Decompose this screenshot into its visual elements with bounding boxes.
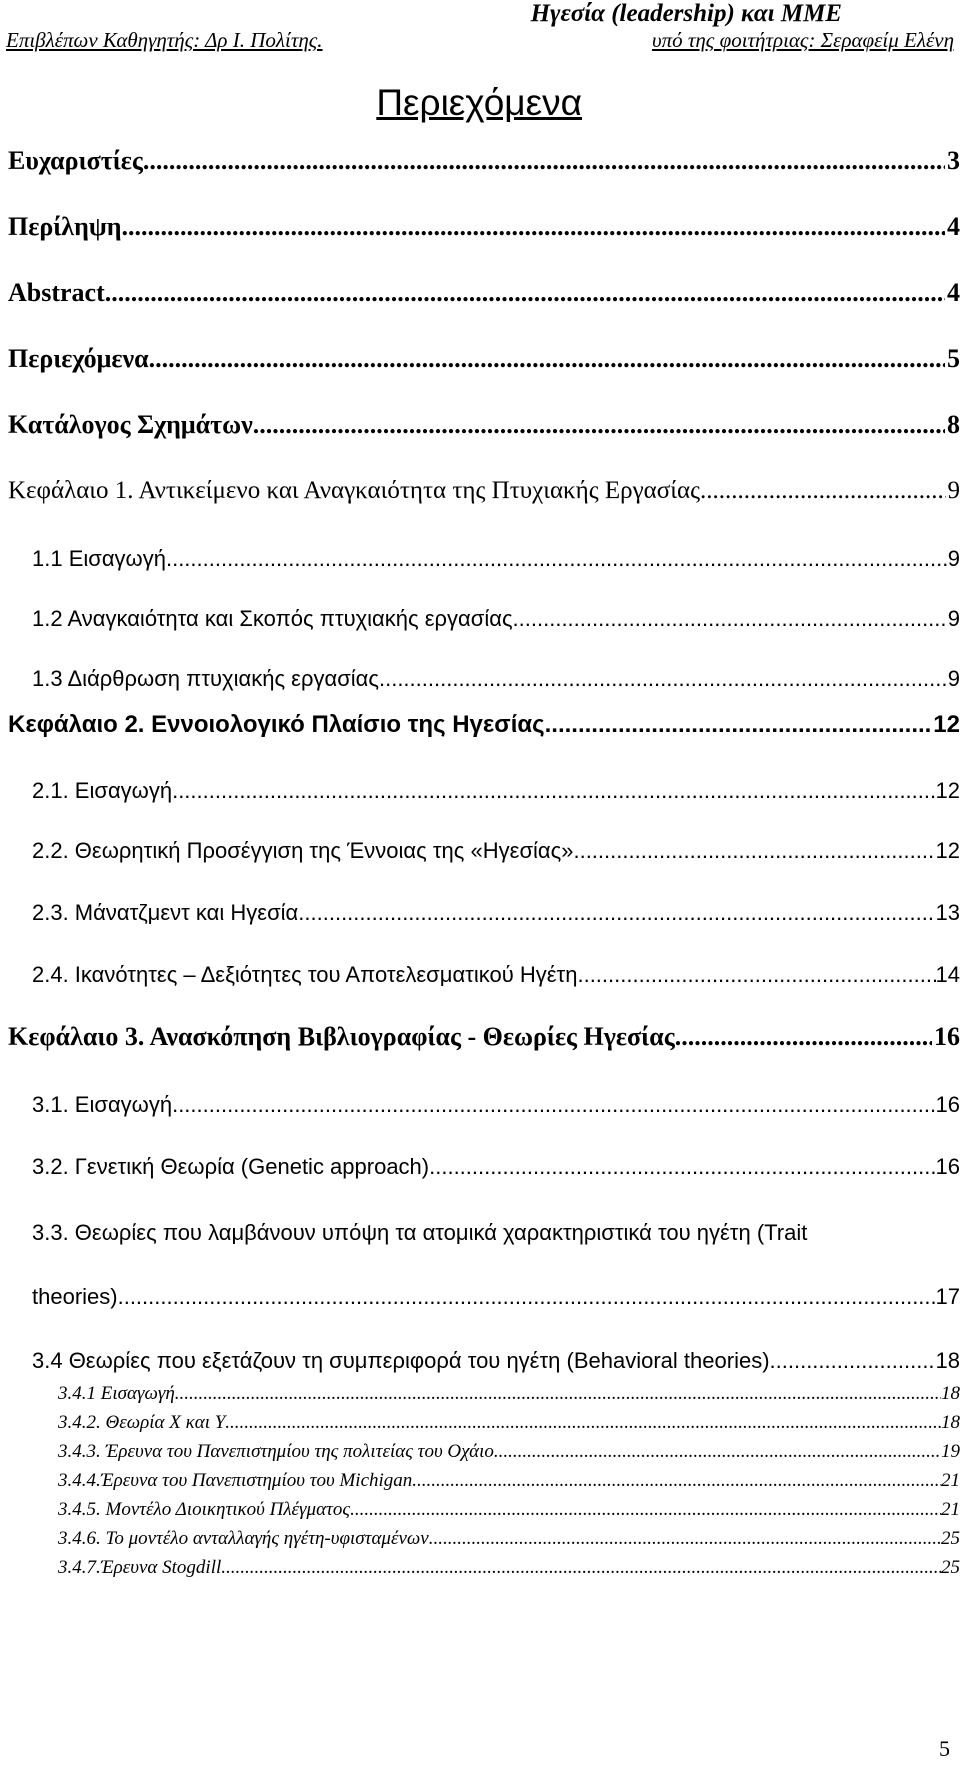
toc-leader: [412, 1470, 941, 1492]
toc-label: 3.4.7.Έρευνα Stogdill: [58, 1557, 222, 1578]
toc-label: Περιεχόμενα: [8, 344, 149, 373]
toc-label: Περίληψη: [8, 212, 122, 241]
toc-entry[interactable]: [8, 212, 960, 242]
toc-leader: [118, 1284, 936, 1310]
toc-label: 3.4.5. Μοντέλο Διοικητικού Πλέγματος: [58, 1499, 351, 1520]
toc-leader: [221, 1557, 941, 1579]
toc-entry[interactable]: [32, 1092, 960, 1118]
toc-leader: [175, 1383, 941, 1405]
toc-label: 3.1. Εισαγωγή: [32, 1092, 173, 1117]
toc-label: theories): [32, 1284, 118, 1309]
supervisor-header: Επιβλέπων Καθηγητής: Δρ Ι. Πολίτης.: [6, 28, 323, 52]
toc-label: 3.2. Γενετική Θεωρία (Genetic approach): [32, 1154, 430, 1179]
toc-label: 3.4.1 Εισαγωγή: [58, 1383, 175, 1404]
toc-entry[interactable]: [32, 900, 960, 926]
toc-page: 19: [941, 1441, 960, 1462]
toc-entry[interactable]: [8, 476, 960, 506]
toc-leader: [700, 476, 946, 506]
toc-page: 5: [947, 344, 960, 373]
toc-leader: [350, 1499, 941, 1521]
toc-leader: [494, 1441, 941, 1463]
toc-entry[interactable]: [58, 1470, 960, 1492]
toc-entry[interactable]: [58, 1499, 960, 1521]
toc-entry[interactable]: [8, 410, 960, 440]
toc-entry[interactable]: [32, 1284, 960, 1310]
toc-label: 1.2 Αναγκαιότητα και Σκοπός πτυχιακής εργασίας: [32, 606, 513, 631]
toc-label: 3.4.2. Θεωρία Χ και Υ: [58, 1412, 226, 1433]
toc-leader: [253, 410, 945, 440]
toc-leader: [105, 278, 945, 308]
toc-page: 9: [947, 666, 960, 691]
toc-label: Κεφάλαιο 3. Ανασκόπηση Βιβλιογραφίας - Θεωρίες Ηγεσίας: [8, 1022, 675, 1051]
toc-entry[interactable]: [32, 546, 960, 572]
page-title: Περιεχόμενα: [376, 82, 582, 123]
toc-entry[interactable]: [32, 838, 960, 864]
toc-leader: [577, 962, 935, 988]
toc-label: 2.4. Ικανότητες – Δεξιότητες του Αποτελεσματικού Ηγέτη: [32, 962, 578, 987]
toc-entry[interactable]: [32, 1348, 960, 1374]
toc-label: 1.1 Εισαγωγή: [32, 546, 166, 571]
toc-leader: [513, 606, 948, 632]
toc-leader: [149, 344, 945, 374]
toc-page: 17: [935, 1284, 960, 1309]
toc-page: 18: [941, 1383, 960, 1404]
toc-label: Abstract: [8, 278, 105, 307]
toc-page: 3: [947, 146, 960, 175]
toc-page: 12: [935, 838, 960, 863]
toc-entry[interactable]: [32, 962, 960, 988]
toc-page: 4: [947, 212, 960, 241]
toc-entry[interactable]: [8, 278, 960, 308]
toc-label: 2.1. Εισαγωγή: [32, 778, 173, 803]
toc-entry[interactable]: [32, 666, 960, 692]
toc-label: 2.3. Μάνατζμεντ και Ηγεσία: [32, 900, 299, 925]
toc-label: 3.4 Θεωρίες που εξετάζουν τη συμπεριφορά του ηγέτη (Behavioral theories): [32, 1348, 770, 1373]
student-header: υπό της φοιτήτριας: Σεραφείμ Ελένη: [651, 28, 954, 52]
toc-entry[interactable]: [32, 1154, 960, 1180]
toc-page: 25: [941, 1528, 960, 1549]
toc-entry-wrapped-line[interactable]: 3.3. Θεωρίες που λαμβάνουν υπόψη τα ατομικά χαρακτηριστικά του ηγέτη (Trait: [32, 1220, 808, 1245]
toc-entry[interactable]: [58, 1528, 960, 1550]
toc-page: 18: [941, 1412, 960, 1433]
toc-entry[interactable]: [32, 778, 960, 804]
toc-leader: [429, 1528, 941, 1550]
toc-page: 16: [935, 1092, 960, 1117]
toc-leader: [225, 1412, 941, 1434]
toc-label: 1.3 Διάρθρωση πτυχιακής εργασίας: [32, 666, 379, 691]
toc-leader: [429, 1154, 935, 1180]
toc-entry[interactable]: [58, 1383, 960, 1405]
toc-page: 12: [933, 711, 960, 738]
toc-leader: [166, 546, 948, 572]
toc-page: 14: [935, 962, 960, 987]
toc-label: 3.4.6. Το μοντέλο ανταλλαγής ηγέτη-υφισταμένων: [58, 1528, 429, 1549]
toc-page: 8: [947, 410, 960, 439]
toc-entry[interactable]: [32, 606, 960, 632]
toc-page: 12: [935, 778, 960, 803]
toc-leader: [573, 838, 935, 864]
toc-page: 21: [941, 1499, 960, 1520]
toc-entry[interactable]: [8, 146, 960, 176]
toc-label: 3.4.4.Έρευνα του Πανεπιστημίου του Michigan: [58, 1470, 413, 1491]
toc-page: 9: [947, 546, 960, 571]
toc-page: 9: [947, 606, 960, 631]
toc-entry[interactable]: [8, 710, 960, 740]
document-title-header: Ηγεσία (leadership) και ΜΜΕ: [530, 0, 842, 27]
toc-leader: [675, 1022, 932, 1052]
toc-page: 13: [935, 900, 960, 925]
toc-label: Κεφάλαιο 2. Εννοιολογικό Πλαίσιο της Ηγεσίας: [8, 711, 545, 738]
toc-page: 16: [935, 1154, 960, 1179]
toc-label: Κεφάλαιο 1. Αντικείμενο και Αναγκαιότητα της Πτυχιακής Εργασίας: [8, 477, 700, 504]
toc-entry[interactable]: [8, 1022, 960, 1052]
toc-leader: [770, 1348, 936, 1374]
toc-leader: [143, 146, 945, 176]
toc-leader: [298, 900, 935, 926]
toc-page: 9: [947, 477, 960, 504]
toc-label: 3.4.3. Έρευνα του Πανεπιστημίου της πολιτείας του Οχάιο: [58, 1441, 494, 1462]
toc-leader: [545, 710, 932, 740]
toc-leader: [379, 666, 948, 692]
toc-entry[interactable]: [58, 1557, 960, 1579]
toc-entry[interactable]: [8, 344, 960, 374]
toc-page: 16: [934, 1022, 960, 1051]
toc-page: 18: [935, 1348, 960, 1373]
toc-leader: [172, 778, 935, 804]
toc-label: Ευχαριστίες: [8, 146, 143, 175]
page-number: 5: [939, 1736, 950, 1761]
toc-page: 4: [947, 278, 960, 307]
toc-leader: [122, 212, 946, 242]
toc-page: 21: [941, 1470, 960, 1491]
toc-entry[interactable]: [58, 1441, 960, 1463]
toc-label: Κατάλογος Σχημάτων: [8, 410, 253, 439]
toc-label: 2.2. Θεωρητική Προσέγγιση της Έννοιας της «Ηγεσίας»: [32, 838, 574, 863]
toc-entry[interactable]: [58, 1412, 960, 1434]
toc-page: 25: [941, 1557, 960, 1578]
toc-leader: [172, 1092, 935, 1118]
